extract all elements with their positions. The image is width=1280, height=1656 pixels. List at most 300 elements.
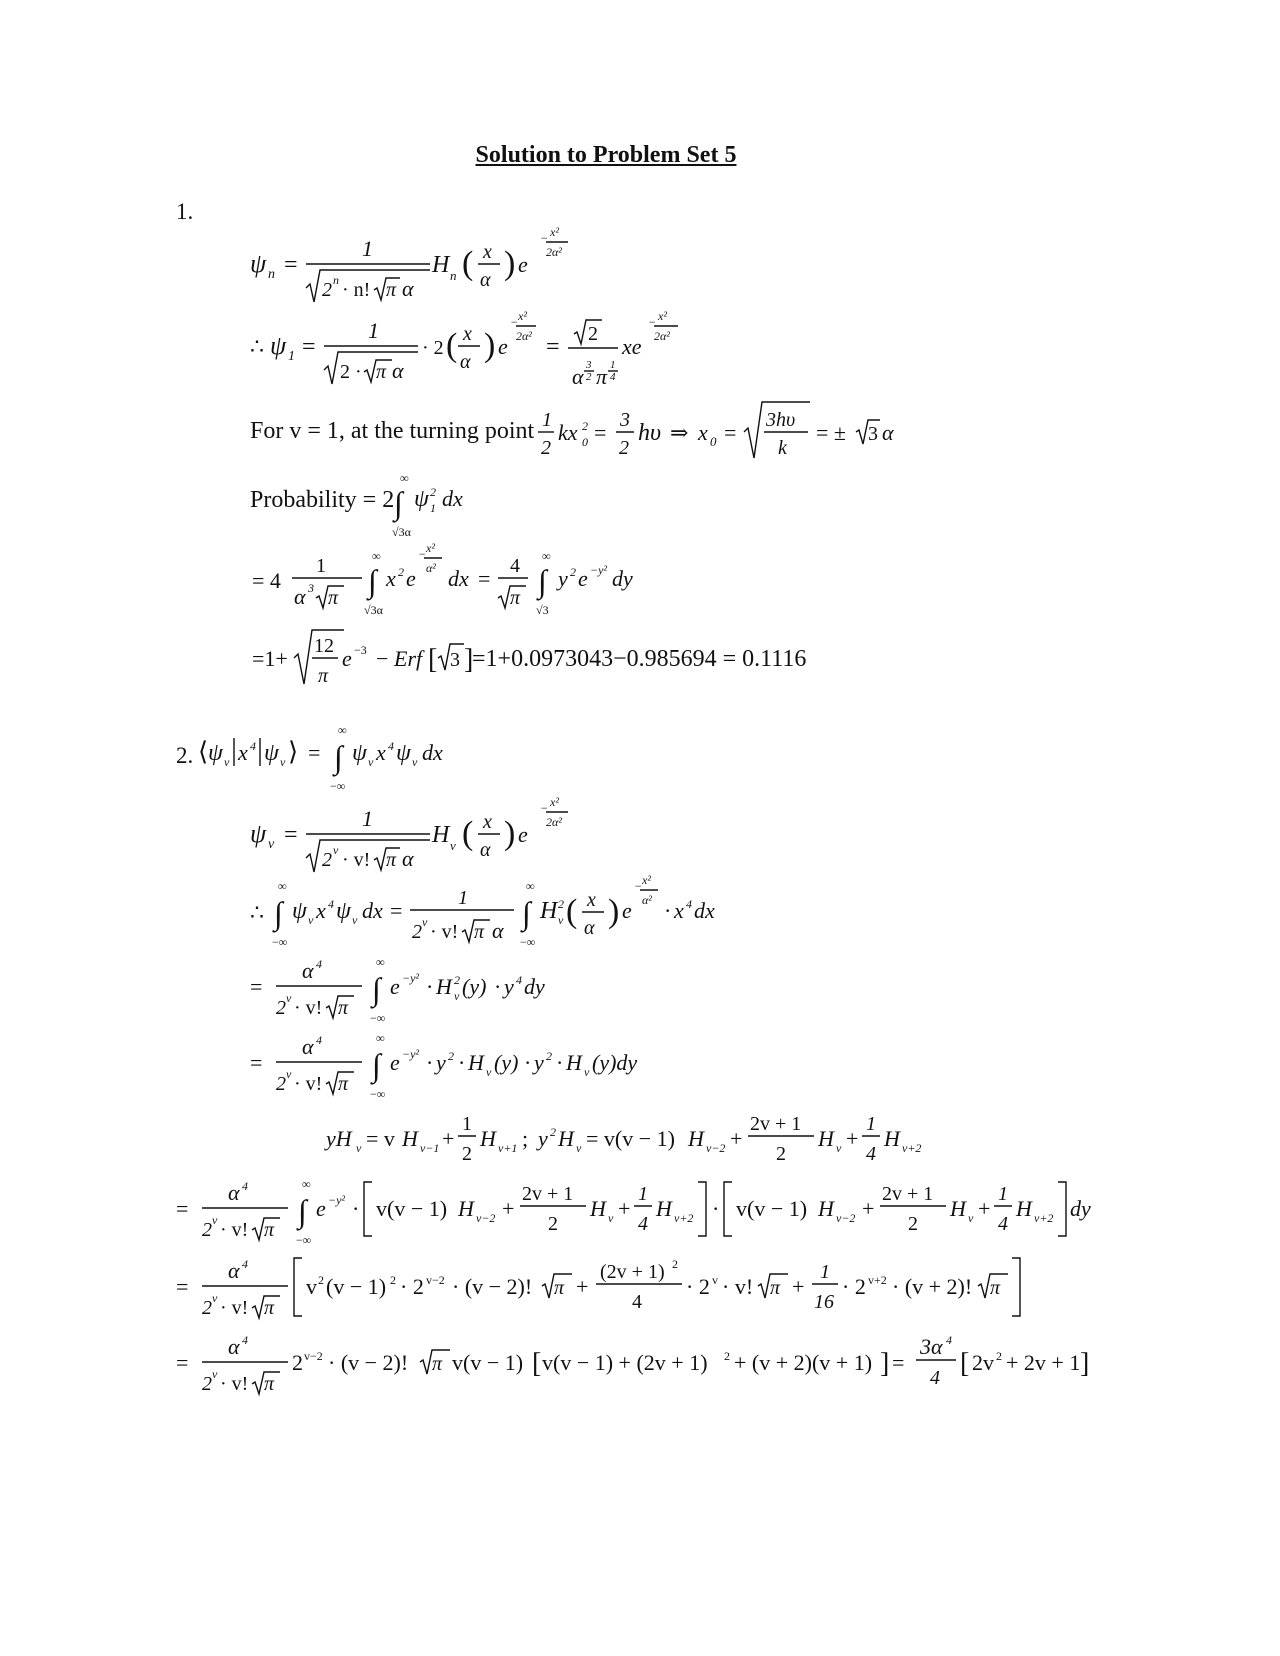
svg-text:= 4: = 4 [252,568,281,593]
svg-text:H: H [1016,1196,1032,1221]
svg-text:ψ: ψ [414,486,429,512]
svg-text:y: y [436,1050,446,1075]
svg-text:α: α [228,1258,240,1283]
svg-text:π: π [990,1277,1001,1299]
svg-text:(: ( [446,327,458,364]
svg-text:1: 1 [462,1113,472,1135]
svg-text:2v + 1: 2v + 1 [522,1183,574,1205]
svg-text:v(v − 1) + (2v + 1): v(v − 1) + (2v + 1) [542,1350,708,1375]
svg-text:· v!: · v! [294,1073,323,1095]
equation-psi-1 [250,310,690,400]
svg-text:4: 4 [510,555,520,577]
svg-text:4: 4 [998,1213,1008,1235]
svg-text:H: H [402,1126,418,1151]
svg-text:4: 4 [866,1143,876,1165]
equation-expectation-x4 [198,724,498,796]
svg-text:): ) [608,893,620,930]
svg-text:=: = [250,974,263,999]
svg-text:−: − [510,315,519,329]
svg-text:y: y [504,974,514,999]
svg-text:2: 2 [318,1273,324,1287]
svg-text:3hυ: 3hυ [766,409,796,431]
svg-text:4: 4 [242,1333,248,1347]
svg-text:2: 2 [550,1125,556,1139]
svg-text:1: 1 [288,349,295,364]
svg-text:·: · [426,1050,434,1075]
svg-text:2: 2 [546,1049,552,1063]
svg-text:ψ: ψ [264,740,279,766]
svg-text:· v!: · v! [294,997,323,1019]
svg-text:e: e [390,974,400,999]
svg-text:1: 1 [458,887,468,909]
svg-text:v: v [558,913,564,927]
svg-text:[: [ [532,1348,542,1379]
svg-text:H: H [558,1126,574,1151]
svg-text:x: x [376,740,386,765]
svg-text:ψ: ψ [270,331,287,360]
svg-text:−y²: −y² [590,563,608,577]
svg-text:3: 3 [308,581,314,595]
svg-text:4: 4 [946,1333,952,1347]
svg-text:1: 1 [430,501,436,515]
svg-text:1: 1 [610,359,616,371]
svg-text:· v!: · v! [722,1274,754,1299]
svg-text:·: · [426,974,434,999]
svg-text:−y²: −y² [402,971,420,985]
svg-text:α: α [302,1034,314,1059]
svg-text:2: 2 [996,1349,1002,1363]
svg-text:x: x [316,898,326,923]
svg-text:π: π [386,279,397,301]
svg-text:α: α [584,917,595,939]
svg-text:π: π [770,1277,781,1299]
svg-text:= ±: = ± [816,420,846,445]
svg-text:α: α [302,958,314,983]
svg-text:· n!: · n! [342,279,371,301]
svg-text:(: ( [462,245,474,282]
svg-text:−: − [376,646,389,671]
svg-text:π: π [264,1297,275,1319]
equation-integral-step-4 [176,1174,1116,1256]
equation-psi-v [250,796,570,876]
svg-text:H: H [566,1050,582,1075]
svg-text:v: v [356,1141,362,1155]
svg-text:ψ: ψ [250,819,267,848]
svg-text:v: v [306,1274,317,1299]
svg-text:0: 0 [710,434,717,449]
svg-text:π: π [474,921,485,943]
svg-text:3: 3 [620,409,630,431]
svg-text:· 2: · 2 [842,1274,866,1299]
svg-text:2: 2 [322,849,332,871]
svg-text:⟩: ⟩ [288,737,299,766]
svg-text:dx: dx [442,486,463,511]
svg-text:H: H [432,822,450,848]
svg-text:n: n [268,267,275,282]
svg-text:∞: ∞ [372,549,381,563]
svg-text:v−2: v−2 [426,1273,445,1287]
svg-text:H: H [480,1126,496,1151]
svg-text:e: e [342,646,352,671]
svg-text:∞: ∞ [400,471,409,485]
svg-text:H: H [688,1126,704,1151]
svg-text:ψ: ψ [352,740,367,766]
svg-text:+: + [862,1196,875,1221]
svg-text:·: · [458,1050,466,1075]
svg-text:2v: 2v [972,1350,994,1375]
svg-text:x: x [463,323,472,345]
svg-text:2: 2 [202,1373,212,1395]
svg-text:2: 2 [292,1350,303,1375]
svg-text:4: 4 [638,1213,648,1235]
svg-text:4: 4 [686,897,692,911]
svg-text:2: 2 [390,1273,396,1287]
svg-text:α: α [460,351,471,373]
turning-point-text: For v = 1, at the turning point [250,418,535,444]
svg-text:3: 3 [586,359,592,371]
svg-text:=: = [546,334,560,360]
svg-text:α: α [228,1180,240,1205]
svg-text:2 ·: 2 · [340,361,362,383]
svg-text:]: ] [1080,1348,1090,1379]
svg-text:=: = [390,898,403,923]
svg-text:v−2: v−2 [304,1349,323,1363]
svg-text:v: v [268,837,275,852]
svg-text:√3α: √3α [364,603,383,617]
svg-text:x: x [698,420,708,445]
svg-text:2α²: 2α² [546,245,562,259]
page-title: Solution to Problem Set 5 [475,142,737,168]
svg-text:2: 2 [776,1143,786,1165]
svg-text:2: 2 [454,973,460,987]
problem-1-number: 1. [176,199,194,224]
svg-text:v: v [608,1211,614,1225]
svg-text:⇒: ⇒ [670,420,689,445]
svg-text:−: − [540,231,549,245]
svg-text:−∞: −∞ [272,935,288,949]
svg-text:· v!: · v! [220,1297,249,1319]
svg-text:2: 2 [558,897,564,911]
svg-text:(v − 1): (v − 1) [326,1274,387,1299]
svg-text:2: 2 [276,1073,286,1095]
svg-text:α: α [572,364,584,389]
svg-text:dx: dx [362,898,383,923]
svg-text:·: · [556,1050,564,1075]
svg-text:∫: ∫ [394,485,403,521]
svg-text:v: v [576,1141,582,1155]
svg-text:v: v [422,915,428,929]
svg-text:k: k [778,437,787,459]
svg-text:π: π [386,849,397,871]
svg-text:α: α [402,846,414,871]
svg-text:[: [ [428,644,438,675]
svg-text:H: H [468,1050,484,1075]
svg-text:dx: dx [448,566,469,591]
svg-text:v: v [486,1065,492,1079]
svg-text:=: = [302,334,316,360]
svg-text:yH: yH [326,1126,352,1151]
svg-text:x: x [386,566,396,591]
svg-text:π: π [318,665,329,687]
svg-text:v: v [280,755,286,769]
svg-text:1: 1 [362,236,373,261]
svg-text:): ) [484,327,496,364]
svg-text:]: ] [880,1348,890,1379]
svg-text:(y): (y) [462,974,487,999]
svg-text:(: ( [462,815,474,852]
svg-text:= v(v − 1): = v(v − 1) [586,1126,675,1151]
svg-text:· 2: · 2 [400,1274,424,1299]
svg-text:2α²: 2α² [546,815,562,829]
svg-text:;: ; [522,1126,529,1151]
svg-text:v−2: v−2 [476,1211,496,1225]
svg-text:· (v − 2)!: · (v − 2)! [328,1350,409,1375]
svg-text:α: α [294,584,306,609]
svg-text:2: 2 [541,437,551,459]
svg-text:2: 2 [448,1049,454,1063]
svg-text:H: H [818,1196,834,1221]
svg-text:4: 4 [316,957,322,971]
svg-text:v−1: v−1 [420,1141,440,1155]
svg-text:dy: dy [612,566,633,591]
svg-text:n: n [450,268,457,283]
svg-text:+: + [442,1126,455,1151]
svg-text:H: H [432,252,450,278]
svg-text:ψ: ψ [292,898,307,924]
svg-text:α: α [228,1334,240,1359]
svg-text:v: v [968,1211,974,1225]
svg-text:√3: √3 [536,603,549,617]
svg-text:·: · [352,1196,360,1221]
equation-turning-point [538,398,918,468]
svg-text:· v!: · v! [430,921,459,943]
svg-text:· v!: · v! [342,849,371,871]
svg-text:=: = [176,1350,189,1375]
svg-text:ψ: ψ [208,740,223,766]
svg-text:H: H [436,974,452,999]
svg-text:∞: ∞ [376,955,385,969]
probability-result: =1+0.0973043−0.985694 = 0.1116 [472,646,807,672]
svg-text:v+2: v+2 [902,1141,922,1155]
svg-text:π: π [328,587,339,609]
svg-text:kx: kx [558,420,578,445]
svg-text:π: π [264,1219,275,1241]
svg-text:α: α [480,269,491,291]
svg-text:2: 2 [430,485,436,499]
svg-text:xe: xe [622,334,642,359]
svg-text:2v + 1: 2v + 1 [750,1113,802,1135]
svg-text:α: α [480,839,491,861]
svg-text:(y): (y) [494,1050,519,1075]
svg-text:+ 2v + 1: + 2v + 1 [1006,1350,1081,1375]
svg-text:x: x [238,740,248,765]
svg-text:4: 4 [242,1179,248,1193]
svg-text:x²: x² [426,541,435,555]
svg-text:+: + [846,1126,859,1151]
svg-text:1: 1 [866,1113,876,1135]
svg-text:α: α [882,420,894,445]
svg-text:∞: ∞ [338,723,347,737]
svg-text:v(v − 1): v(v − 1) [736,1196,808,1221]
svg-text:dy: dy [1070,1196,1091,1221]
equation-recurrence-relations [326,1104,966,1174]
svg-text:2: 2 [398,565,404,579]
svg-text:2: 2 [588,323,598,345]
svg-text:e: e [622,898,632,923]
svg-text:v: v [352,913,358,927]
svg-text:∫: ∫ [538,563,547,599]
problem-2-number: 2. [176,743,194,768]
svg-text:· (v + 2)!: · (v + 2)! [892,1274,973,1299]
svg-text:v: v [836,1141,842,1155]
svg-text:∫: ∫ [298,1193,307,1229]
svg-text:−: − [648,315,657,329]
svg-text:v+2: v+2 [674,1211,694,1225]
svg-text:4: 4 [516,973,522,987]
svg-text:·: · [664,898,672,923]
svg-text:∞: ∞ [302,1177,311,1191]
svg-text:v: v [584,1065,590,1079]
svg-text:+: + [618,1196,631,1221]
svg-text:=: = [594,420,607,445]
svg-text:∴: ∴ [250,900,264,925]
svg-text:2: 2 [582,419,588,433]
svg-text:H: H [884,1126,900,1151]
svg-text:=: = [250,1050,263,1075]
svg-text:x: x [483,811,492,833]
svg-text:· v!: · v! [220,1373,249,1395]
svg-text:e: e [316,1196,326,1221]
svg-text:v: v [412,755,418,769]
svg-text:∫: ∫ [522,895,531,931]
svg-text:=: = [892,1350,905,1375]
svg-text:∞: ∞ [376,1031,385,1045]
svg-text:2: 2 [276,997,286,1019]
svg-text:∫: ∫ [274,895,283,931]
equation-psi-n [250,226,570,306]
svg-text:∫: ∫ [368,563,377,599]
svg-text:=1+: =1+ [252,646,288,671]
svg-text:H: H [590,1196,606,1221]
svg-text:∞: ∞ [526,879,535,893]
svg-text:−y²: −y² [328,1193,346,1207]
equation-probability-step-2 [252,541,672,626]
svg-text:dy: dy [524,974,545,999]
svg-text:1: 1 [542,409,552,431]
svg-text:v: v [212,1213,218,1227]
svg-text:α²: α² [426,561,436,575]
svg-text:1: 1 [820,1261,830,1283]
svg-text:ψ: ψ [396,740,411,766]
svg-text:2α²: 2α² [516,329,532,343]
svg-text:H: H [950,1196,966,1221]
svg-text:4: 4 [250,739,256,753]
svg-text:π: π [338,1073,349,1095]
svg-text:y: y [538,1126,548,1151]
svg-text:H: H [656,1196,672,1221]
svg-text:α: α [492,918,504,943]
equation-integral-step-1 [250,873,730,956]
svg-text:x²: x² [642,873,651,887]
svg-text:v(v − 1): v(v − 1) [452,1350,524,1375]
svg-text:= v: = v [366,1126,395,1151]
svg-text:(2v + 1): (2v + 1) [600,1261,665,1283]
svg-text:=: = [308,740,321,765]
svg-text:2: 2 [322,279,332,301]
svg-text:−∞: −∞ [296,1233,312,1247]
svg-text:1: 1 [316,555,326,577]
svg-text:H: H [818,1126,834,1151]
equation-integral-step-3 [250,1028,710,1106]
svg-text:=: = [284,822,298,848]
svg-text:π: π [338,997,349,1019]
probability-label: Probability = 2 [250,487,395,513]
svg-text:v: v [333,843,339,857]
svg-text:v: v [286,1067,292,1081]
svg-text:−3: −3 [354,643,367,657]
svg-text:2: 2 [202,1297,212,1319]
svg-text:α: α [402,276,414,301]
svg-text:v: v [712,1273,718,1287]
svg-text:x: x [674,898,684,923]
svg-text:·: · [524,1050,532,1075]
svg-text:√3α: √3α [392,525,411,539]
svg-text:=: = [176,1196,189,1221]
svg-text:x²: x² [550,795,559,809]
svg-text:16: 16 [814,1291,834,1313]
svg-text:2: 2 [586,371,592,383]
svg-text:2: 2 [570,565,576,579]
svg-text:α: α [392,358,404,383]
svg-text:v: v [212,1291,218,1305]
svg-text:]: ] [464,644,474,675]
svg-text:4: 4 [242,1257,248,1271]
svg-text:v+2: v+2 [1034,1211,1054,1225]
svg-text:3α: 3α [920,1334,943,1359]
svg-text:−: − [540,801,549,815]
svg-text:−∞: −∞ [370,1087,386,1101]
svg-text:·: · [494,974,502,999]
svg-text:+: + [978,1196,991,1221]
svg-text:ψ: ψ [250,249,267,278]
svg-text:hυ: hυ [638,420,662,446]
svg-text:x: x [483,241,492,263]
svg-text:Erf: Erf [394,646,423,671]
svg-text:=: = [284,252,298,278]
svg-text:4: 4 [388,739,394,753]
svg-text:H: H [540,898,558,924]
svg-text:(: ( [566,893,578,930]
equation-probability-integral [392,470,512,540]
svg-text:): ) [504,815,516,852]
svg-text:ψ: ψ [336,898,351,924]
svg-text:π: π [510,587,521,609]
svg-text:1: 1 [998,1183,1008,1205]
svg-text:[: [ [960,1348,970,1379]
svg-text:y: y [534,1050,544,1075]
svg-text:+: + [576,1274,589,1299]
svg-text:1: 1 [362,806,373,831]
svg-text:v: v [308,913,314,927]
svg-text:4: 4 [610,371,616,383]
svg-text:x: x [587,889,596,911]
svg-text:4: 4 [328,897,334,911]
svg-text:H: H [458,1196,474,1221]
svg-text:v−2: v−2 [836,1211,856,1225]
svg-text:∫: ∫ [334,739,343,775]
svg-text:∞: ∞ [278,879,287,893]
svg-text:−y²: −y² [402,1047,420,1061]
